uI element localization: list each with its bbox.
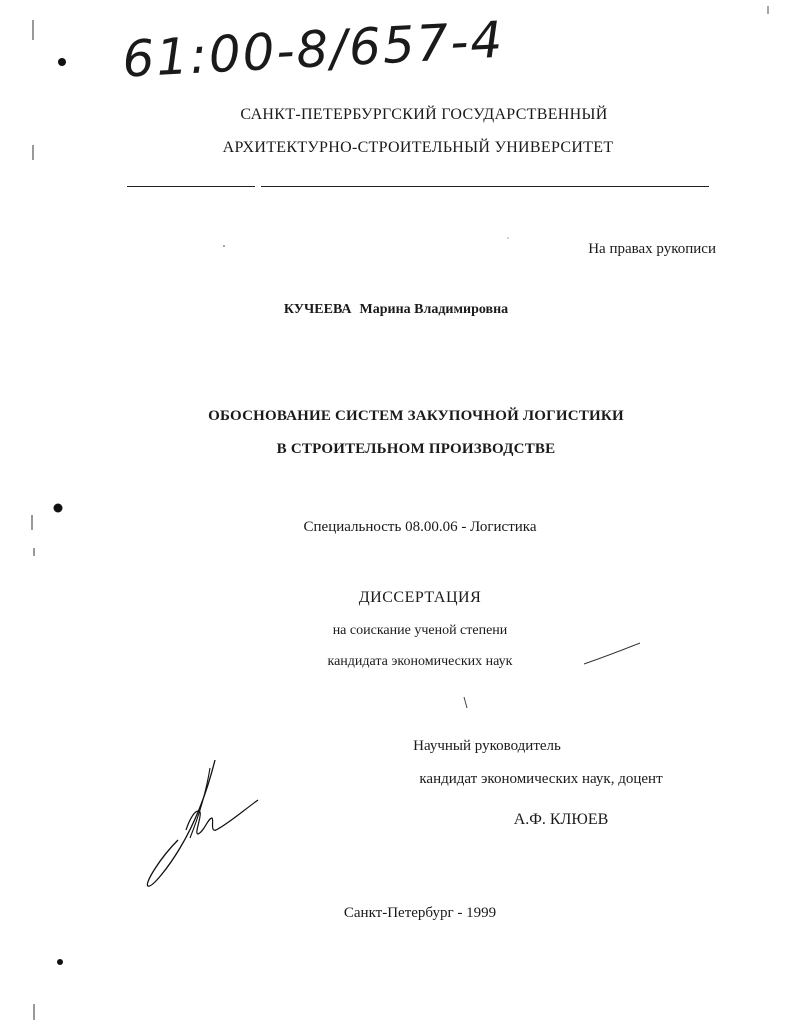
rights-note: На правах рукописи [588,241,716,257]
advisor-degree: кандидат экономических наук, доцент [419,771,663,787]
thesis-title-line-2: В СТРОИТЕЛЬНОМ ПРОИЗВОДСТВЕ [276,441,556,457]
author-surname: КУЧЕЕВА [283,302,352,317]
pen-stroke [584,643,640,664]
handwritten-number-text: 61:00-8/657-4 [120,10,506,89]
advisor-name: А.Ф. КЛЮЕВ [513,811,609,828]
author-given-names: Марина Владимировна [359,302,509,317]
speciality-line: Специальность 08.00.06 - Логистика [303,519,537,535]
university-name-line-2: АРХИТЕКТУРНО-СТРОИТЕЛЬНЫЙ УНИВЕРСИТЕТ [222,139,614,156]
university-name-line-1: САНКТ-ПЕТЕРБУРГСКИЙ ГОСУДАРСТВЕННЫЙ [240,106,608,123]
margin-dot-bottom [57,959,63,965]
signature-icon [140,758,265,893]
thesis-title-line-1: ОБОСНОВАНИЕ СИСТЕМ ЗАКУПОЧНОЙ ЛОГИСТИКИ [208,408,624,424]
advisor-role: Научный руководитель [413,738,561,754]
degree-line-2: кандидата экономических наук [327,654,513,669]
pen-tick [464,697,467,708]
margin-dot-middle [54,504,63,513]
place-and-year: Санкт-Петербург - 1999 [343,905,497,921]
degree-line-1: на соискание ученой степени [332,623,508,638]
speck-2 [507,237,508,238]
dissertation-heading: ДИССЕРТАЦИЯ [358,589,482,606]
margin-dot-top [58,58,66,66]
speck-1 [223,245,225,247]
